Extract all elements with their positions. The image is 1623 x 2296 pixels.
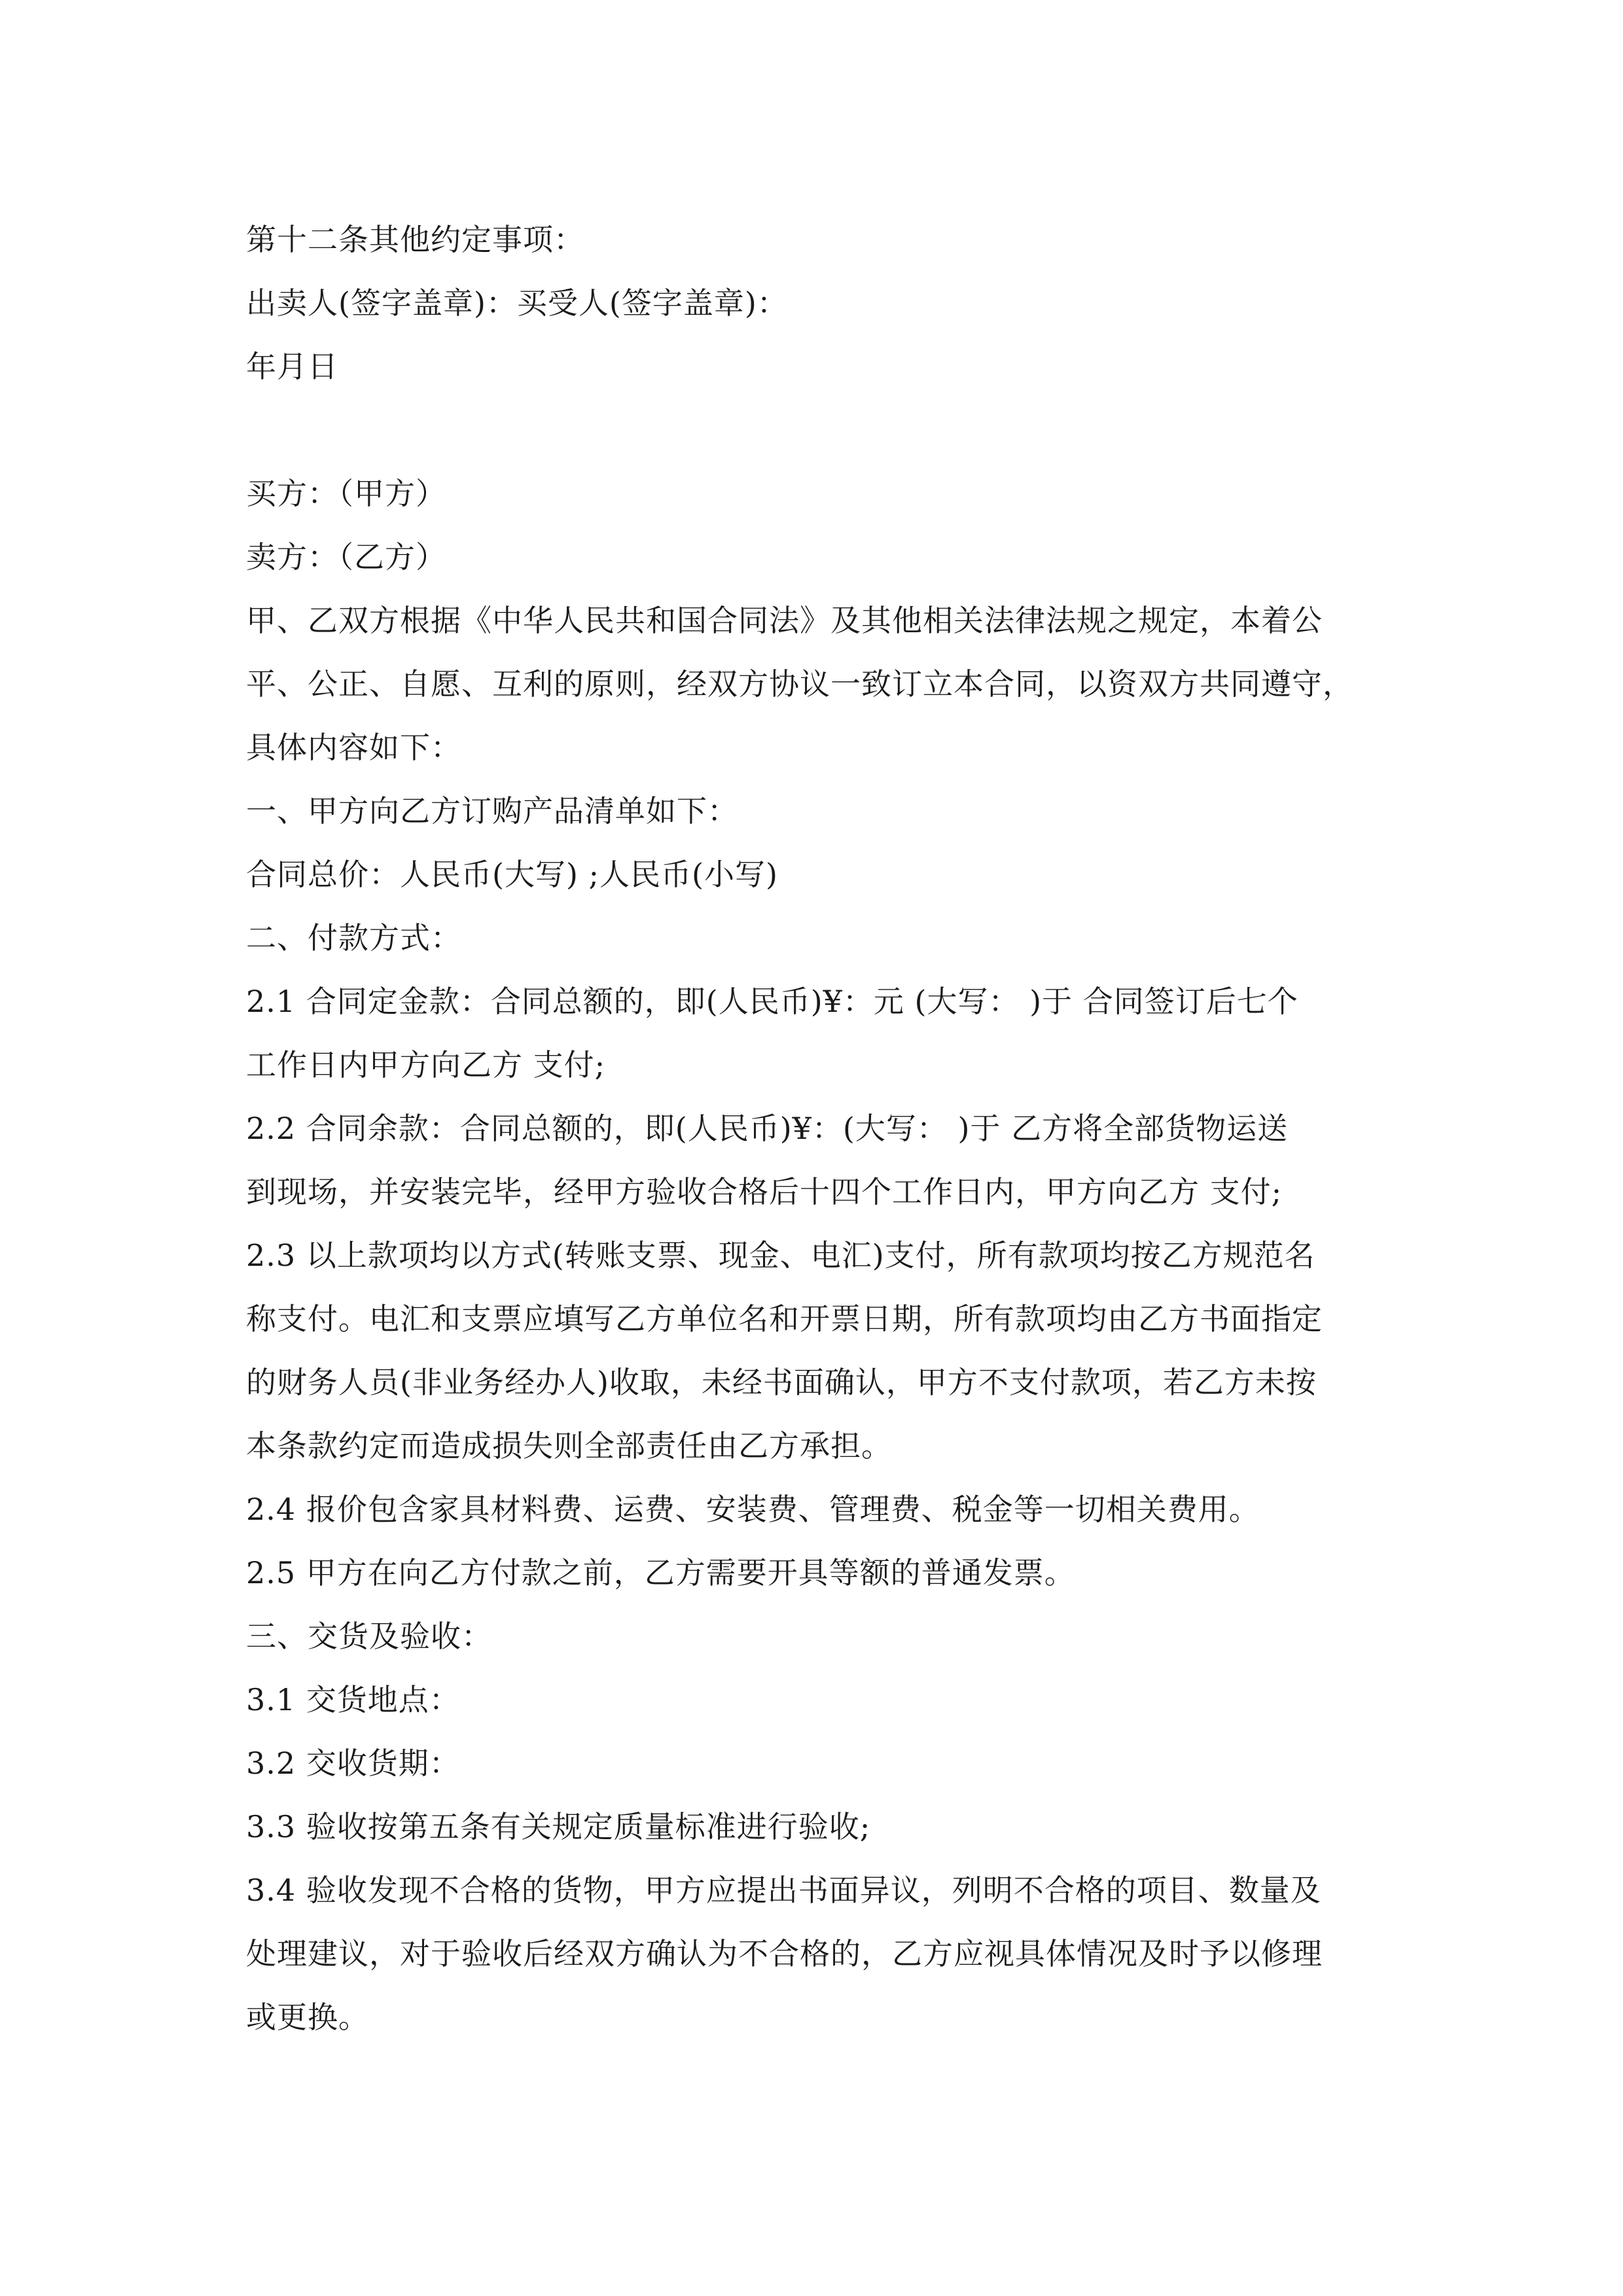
clause-2-2 bbox=[246, 1097, 1381, 1224]
clause-line: 称支付。电汇和支票应填写乙方单位名和开票日期，所有款项均由乙方书面指定 bbox=[246, 1301, 1323, 1336]
clause-line: 3.4 验收发现不合格的货物，甲方应提出书面异议，列明不合格的项目、数量及 bbox=[246, 1873, 1321, 1908]
intro-line: 平、公正、自愿、互利的原则，经双方协议一致订立本合同，以资双方共同遵守， bbox=[246, 666, 1353, 702]
clause-2-1 bbox=[246, 970, 1381, 1097]
clause-2-4: 2.4 报价包含家具材料费、运费、安装费、管理费、税金等一切相关费用。 bbox=[246, 1492, 1260, 1527]
total-price-line: 合同总价：人民币(大写) ;人民币(小写) bbox=[246, 857, 778, 892]
clause-3-1: 3.1 交货地点： bbox=[246, 1682, 460, 1717]
clause-2-3 bbox=[246, 1224, 1381, 1478]
clause-3-4 bbox=[246, 1859, 1381, 2049]
clause-line: 工作日内甲方向乙方 支付; bbox=[246, 1047, 606, 1083]
section-3-heading: 三、交货及验收： bbox=[246, 1619, 492, 1654]
clause-line: 本条款约定而造成损失则全部责任由乙方承担。 bbox=[246, 1428, 892, 1463]
intro-line: 具体内容如下： bbox=[246, 730, 461, 765]
document-page bbox=[246, 208, 1381, 2049]
clause-line: 处理建议，对于验收后经双方确认为不合格的，乙方应视具体情况及时予以修理 bbox=[246, 1936, 1323, 1971]
section-1-heading: 一、甲方向乙方订购产品清单如下： bbox=[246, 793, 738, 829]
clause-line: 2.2 合同余款：合同总额的，即(人民币)¥：(大写： )于 乙方将全部货物运送 bbox=[246, 1111, 1289, 1146]
signature-line: 出卖人(签字盖章)：买受人(签字盖章)： bbox=[246, 285, 788, 321]
clause-line: 到现场，并安装完毕，经甲方验收合格后十四个工作日内，甲方向乙方 支付; bbox=[246, 1174, 1283, 1210]
date-line: 年月日 bbox=[246, 349, 338, 384]
buyer-line: 买方：（甲方） bbox=[246, 476, 446, 511]
clause-line: 2.3 以上款项均以方式(转账支票、现金、电汇)支付，所有款项均按乙方规范名 bbox=[246, 1238, 1315, 1273]
article-12-line: 第十二条其他约定事项： bbox=[246, 222, 584, 257]
clause-2-5: 2.5 甲方在向乙方付款之前，乙方需要开具等额的普通发票。 bbox=[246, 1555, 1075, 1590]
clause-line: 的财务人员(非业务经办人)收取，未经书面确认，甲方不支付款项，若乙方未按 bbox=[246, 1365, 1317, 1400]
intro-line: 甲、乙双方根据《中华人民共和国合同法》及其他相关法律法规之规定，本着公 bbox=[246, 603, 1323, 638]
clause-3-3: 3.3 验收按第五条有关规定质量标准进行验收; bbox=[246, 1809, 871, 1844]
clause-line: 2.1 合同定金款：合同总额的，即(人民币)¥：元 (大写： )于 合同签订后七个 bbox=[246, 984, 1298, 1019]
clause-line: 或更换。 bbox=[246, 2000, 369, 2035]
section-gap bbox=[246, 399, 1381, 462]
clause-3-2: 3.2 交收货期： bbox=[246, 1746, 460, 1781]
intro-paragraph bbox=[246, 589, 1381, 780]
section-2-heading: 二、付款方式： bbox=[246, 920, 461, 956]
seller-line: 卖方：（乙方） bbox=[246, 539, 446, 575]
